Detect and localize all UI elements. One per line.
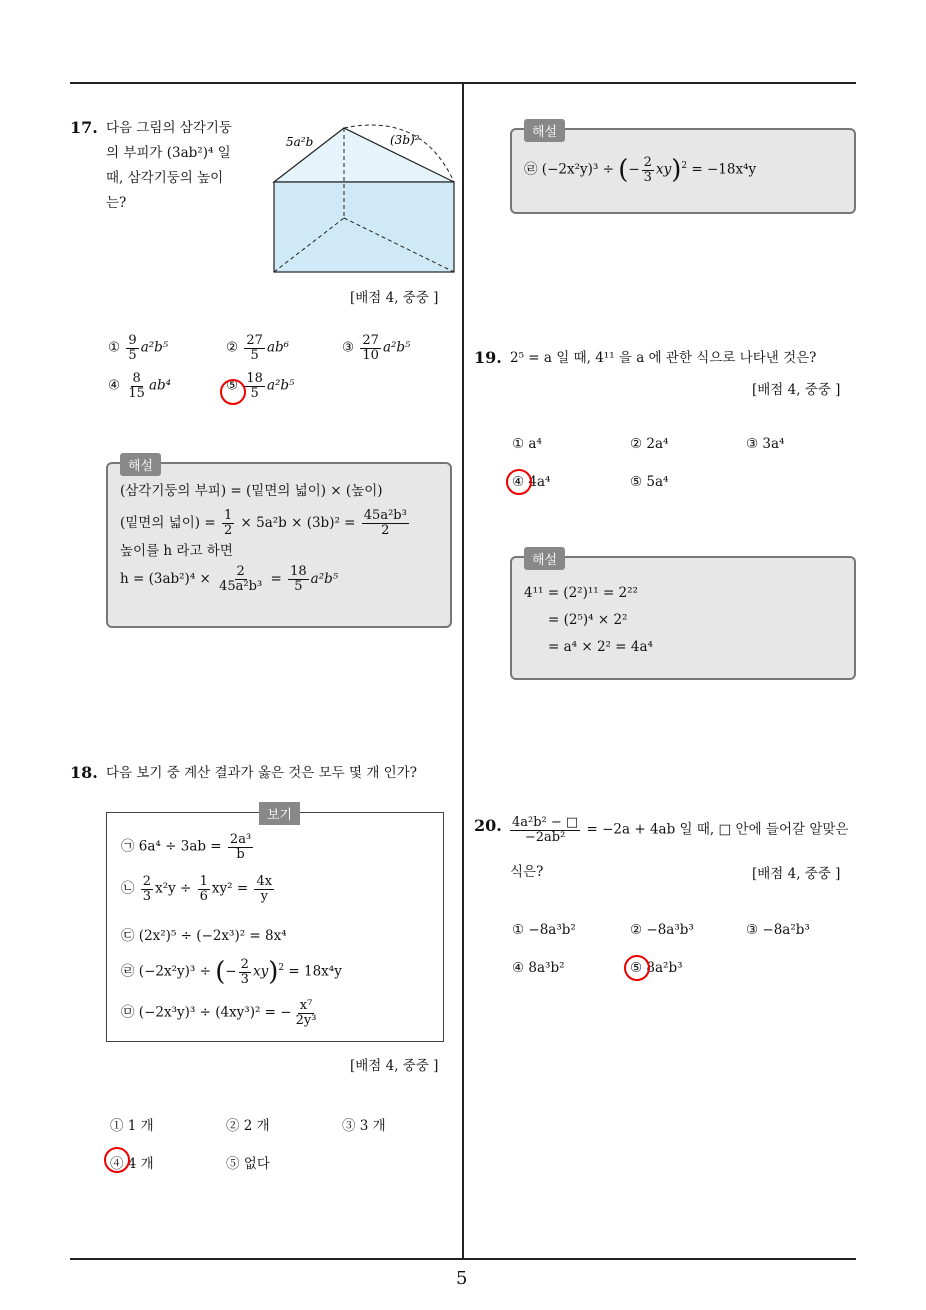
numerator: 27 [362, 333, 379, 348]
q19-choice-2[interactable]: ② 2a⁴ [630, 436, 669, 452]
item-mark: ㉡ [121, 880, 135, 897]
q18-number: 18. [70, 763, 98, 782]
q20-text-line-2: 식은? [510, 864, 544, 880]
q20-score: [배점 4, 중중 ] [752, 866, 841, 882]
numerator: 1 [199, 874, 208, 889]
fraction [141, 875, 153, 903]
bottom-rule [70, 1258, 856, 1260]
fraction [126, 372, 147, 400]
q20-choice-5[interactable]: ⑤ 8a²b³ [630, 960, 683, 976]
denominator: 45a²b³ [219, 579, 263, 594]
q18-choice-1[interactable]: ① 1 개 [110, 1118, 154, 1134]
left-paren: ( [215, 957, 226, 987]
sol18-line: ㉣ (−2x²y)³ ÷ (− $\frac{2}{3}$ xy)$^2$ = −18x⁴y [524, 154, 757, 185]
item-mark: ㉣ [524, 161, 538, 178]
numerator: 45a²b³ [363, 508, 407, 524]
fraction [126, 334, 138, 362]
q17-choice-4[interactable] [108, 372, 171, 400]
numerator: 8 [132, 371, 141, 386]
q20-choice-1[interactable]: ① −8a³b² [512, 922, 576, 938]
text: (−2x²y)³ ÷ [138, 963, 211, 980]
denominator: 5 [250, 347, 259, 363]
text: = −2a + 4ab 일 때, □ 안에 들어갈 알맞은 [586, 821, 849, 838]
text: = −18x⁴y [691, 161, 757, 178]
q18-text: 다음 보기 중 계산 결과가 옳은 것은 모두 몇 개 인가? [106, 765, 417, 781]
q19-sol-line-3: = a⁴ × 2² = 4a⁴ [548, 639, 653, 655]
choice-mark: ① [108, 339, 121, 356]
text: a²b⁵ [310, 571, 339, 587]
text: (−2x²y)³ ÷ [541, 161, 614, 178]
numerator: 18 [290, 564, 307, 580]
denominator: 5 [128, 347, 137, 363]
bogi-item-a [121, 833, 255, 861]
denominator: 3 [643, 169, 652, 185]
fraction [217, 565, 264, 593]
denominator: y [260, 888, 268, 904]
bogi-item-d: ㉣ (−2x²y)³ ÷ (− $\frac{2}{3}$ xy)$^2$ = 18x⁴y [121, 956, 342, 987]
item-mark: ㉤ [121, 1004, 135, 1021]
choice-term: ab⁴ [148, 377, 172, 394]
numerator: 2 [240, 956, 249, 972]
fraction [198, 875, 210, 903]
choice-term: a²b⁵ [140, 339, 169, 356]
right-paren: ) [268, 957, 279, 987]
choice-term: a²b⁵ [266, 377, 295, 394]
q17-choice-2[interactable] [226, 334, 289, 362]
fraction [228, 833, 253, 861]
text: = [270, 571, 282, 587]
q18-choice-2[interactable]: ② 2 개 [226, 1118, 270, 1134]
denominator: 2 [381, 523, 390, 538]
fraction [254, 875, 274, 903]
q17-number: 17. [70, 118, 98, 137]
left-paren: ( [618, 155, 629, 185]
numerator: 1 [223, 508, 233, 524]
q19-sol-line-2: = (2⁵)⁴ × 2² [548, 612, 628, 628]
item-mark: ㉢ [121, 928, 135, 944]
q17-sol-line-1: (삼각기둥의 부피) = (밑면의 넓이) × (높이) [120, 483, 383, 499]
text: (밑면의 넓이) = [120, 515, 216, 531]
q17-score: [배점 4, 중중 ] [350, 290, 439, 306]
choice-mark: ② [226, 339, 239, 356]
q17-text-line: 때, 삼각기둥의 높이 [106, 170, 224, 186]
q18-bogi-box [106, 808, 444, 1042]
choice-term: ab⁶ [266, 339, 290, 356]
bogi-tag: 보기 [259, 802, 300, 825]
text: = 18x⁴y [288, 963, 342, 980]
fraction [244, 372, 265, 400]
numerator: 9 [128, 333, 137, 348]
fraction [288, 565, 309, 593]
fraction [239, 958, 251, 986]
q17-sol-line-2 [120, 505, 438, 541]
q19-choice-4[interactable]: ④ 4a⁴ [512, 474, 551, 490]
q17-sol-line-3: 높이를 h 라고 하면 [120, 543, 233, 559]
bogi-item-e [121, 999, 320, 1027]
numerator: 4a²b² − □ [512, 815, 579, 830]
q17-text-line: 의 부피가 (3ab²)⁴ 일 [106, 145, 231, 161]
q19-score: [배점 4, 중중 ] [752, 382, 841, 398]
solution-tag: 해설 [120, 453, 161, 476]
q19-solution-box [510, 553, 856, 680]
q17-choice-1[interactable] [108, 334, 168, 362]
q18-solution-box [510, 125, 856, 214]
denominator: 3 [240, 971, 249, 987]
q20-number: 20. [474, 816, 502, 835]
q17-text [106, 116, 256, 216]
text: (−2x³y)³ ÷ (4xy³)² = − [138, 1004, 292, 1021]
q19-text: 2⁵ = a 일 때, 4¹¹ 을 a 에 관한 식으로 나타낸 것은? [510, 350, 817, 366]
denominator: 10 [362, 347, 379, 363]
q18-choice-3[interactable]: ③ 3 개 [342, 1118, 386, 1134]
text: 6a⁴ ÷ 3ab = [138, 838, 222, 855]
numerator: 2 [236, 564, 245, 580]
q17-text-line: 는? [106, 195, 127, 211]
fraction [244, 334, 265, 362]
fraction [222, 509, 234, 537]
q19-choice-3[interactable]: ③ 3a⁴ [746, 436, 785, 452]
q17-answer-circle [220, 379, 246, 405]
choice-mark: ⑤ [226, 377, 239, 394]
item-mark: ㉠ [121, 838, 135, 855]
choice-mark: ④ [108, 377, 121, 394]
q19-choice-1[interactable]: ① a⁴ [512, 436, 542, 452]
denominator: b [236, 846, 245, 862]
text: x²y ÷ [155, 880, 192, 897]
denominator: 5 [294, 579, 303, 594]
q17-text-line: 다음 그림의 삼각기둥 [106, 120, 232, 136]
numerator: 4x [256, 874, 273, 889]
q18-answer-circle [104, 1147, 130, 1173]
numerator: 27 [246, 333, 263, 348]
q17-prism-figure [262, 118, 462, 278]
bogi-item-b [121, 875, 276, 903]
q20-choice-2[interactable]: ② −8a³b³ [630, 922, 694, 938]
fraction [362, 509, 409, 537]
q18-score: [배점 4, 중중 ] [350, 1058, 439, 1074]
fraction [642, 156, 654, 184]
item-mark: ㉣ [121, 963, 135, 980]
solution-tag: 해설 [524, 119, 565, 142]
denominator: 2 [223, 523, 233, 538]
text: h = (3ab²)⁴ × [120, 571, 211, 587]
numerator: 2a³ [229, 832, 252, 847]
numerator: 2 [643, 154, 652, 170]
fraction [510, 816, 580, 844]
denominator: 3 [142, 888, 152, 904]
choice-mark: ③ [342, 339, 355, 356]
fraction [294, 999, 319, 1027]
q18-choice-5[interactable]: ⑤ 없다 [226, 1156, 270, 1172]
q19-number: 19. [474, 348, 502, 367]
right-paren: ) [671, 155, 682, 185]
numerator: 18 [246, 371, 263, 386]
q19-sol-line-1: 4¹¹ = (2²)¹¹ = 2²² [524, 585, 638, 601]
numerator: x⁷ [299, 998, 313, 1013]
q17-sol-line-4 [120, 561, 438, 597]
denominator: 2y³ [295, 1012, 317, 1028]
denominator: 5 [250, 385, 259, 401]
q20-text-line-1 [508, 816, 848, 844]
denominator: 6 [199, 888, 208, 904]
q20-choice-3[interactable]: ③ −8a²b³ [746, 922, 810, 938]
q20-answer-circle [624, 955, 650, 981]
q19-choice-5[interactable]: ⑤ 5a⁴ [630, 474, 669, 490]
numerator: 2 [142, 874, 152, 889]
q20-choice-4[interactable]: ④ 8a³b² [512, 960, 565, 976]
page-number: 5 [456, 1268, 468, 1289]
text: × 5a²b × (3b)² = [240, 515, 356, 531]
q17-solution-box [106, 459, 452, 628]
solution-tag: 해설 [524, 547, 565, 570]
column-divider [462, 83, 464, 1258]
q17-choice-3[interactable] [342, 334, 410, 362]
text: xy² = [211, 880, 249, 897]
q17-fig-label-left: 5a²b [286, 135, 314, 149]
q19-answer-circle [506, 469, 532, 495]
choice-term: a²b⁵ [382, 339, 411, 356]
denominator: 15 [128, 385, 145, 401]
bogi-item-c [121, 923, 287, 950]
q17-fig-label-right: (3b)² [390, 133, 420, 147]
q18-choice-4[interactable]: ④ 4 개 [110, 1156, 154, 1172]
denominator: −2ab² [524, 829, 566, 845]
fraction [360, 334, 381, 362]
text: (2x²)⁵ ÷ (−2x³)² = 8x⁴ [138, 928, 287, 944]
